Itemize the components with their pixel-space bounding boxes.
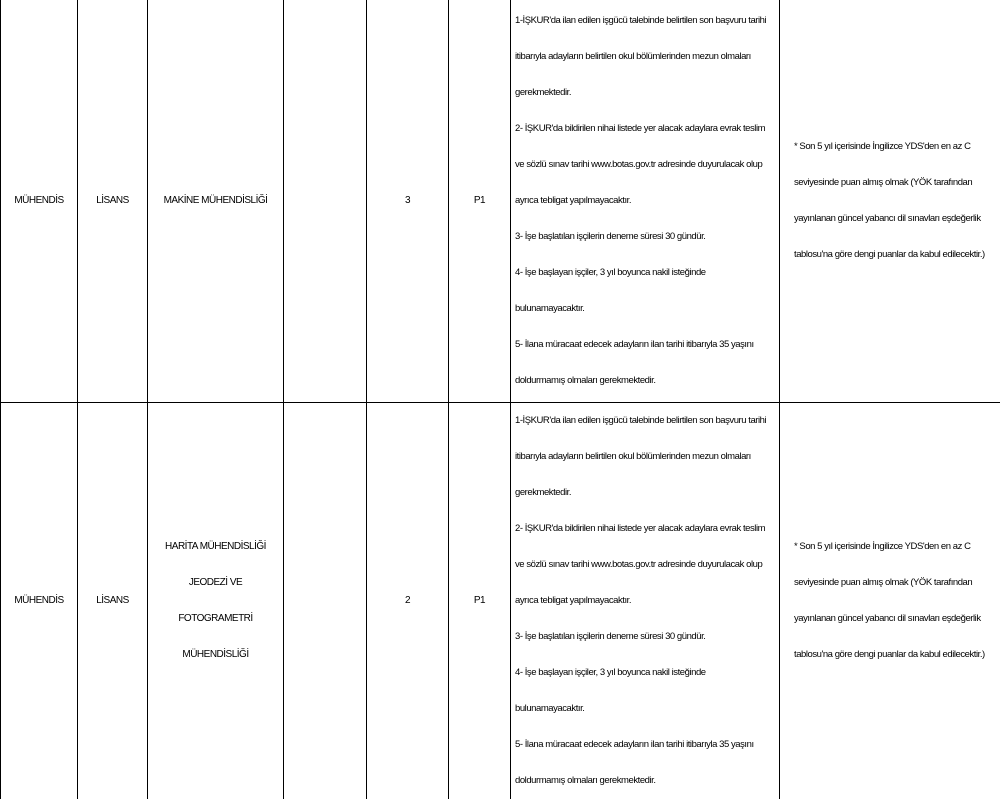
count-text: 2 xyxy=(404,595,411,606)
notes-cell xyxy=(511,0,780,403)
education-text: LİSANS xyxy=(96,195,129,206)
requirement-cell xyxy=(780,0,1000,403)
position-cell xyxy=(1,403,78,800)
note-line: 3- İşe başlatılan işçilerin deneme süresi 30 gündür. xyxy=(515,231,706,242)
education-text: LİSANS xyxy=(96,595,129,606)
note-line: itibarıyla adayların belirtilen okul bölümlerinden mezun olmaları xyxy=(515,451,751,462)
note-line: ve sözlü sınav tarihi www.botas.gov.tr adresinde duyurulacak olup xyxy=(515,559,763,570)
note-line: doldurmamış olmaları gerekmektedir. xyxy=(515,775,656,786)
table-row xyxy=(1,403,1000,800)
page-bottom-margin xyxy=(0,799,1000,806)
count-cell xyxy=(367,0,449,403)
table-row xyxy=(1,0,1000,403)
requirement-line: seviyesinde puan almış olmak (YÖK tarafından xyxy=(794,577,973,588)
department-cell xyxy=(148,403,284,800)
note-line: 5- İlana müracaat edecek adayların ilan tarihi itibarıyla 35 yaşını xyxy=(515,739,754,750)
note-line: itibarıyla adayların belirtilen okul bölümlerinden mezun olmaları xyxy=(515,51,751,62)
note-line: gerekmektedir. xyxy=(515,487,572,498)
department-line: JEODEZİ VE xyxy=(188,577,243,588)
department-line: HARİTA MÜHENDİSLİĞİ xyxy=(165,541,266,552)
empty-cell xyxy=(284,0,367,403)
note-line: 4- İşe başlayan işçiler, 3 yıl boyunca nakil isteğinde xyxy=(515,267,706,278)
note-line: bulunamayacaktır. xyxy=(515,703,585,714)
note-line: 2- İŞKUR'da bildirilen nihai listede yer alacak adaylara evrak teslim xyxy=(515,523,766,534)
note-line: 1-İŞKUR'da ilan edilen işgücü talebinde belirtilen son başvuru tarihi xyxy=(515,15,767,26)
requirement-cell xyxy=(780,403,1000,800)
requirement-line: * Son 5 yıl içerisinde İngilizce YDS'den en az C xyxy=(794,541,971,552)
department-line: FOTOGRAMETRİ xyxy=(178,613,253,624)
note-line: ve sözlü sınav tarihi www.botas.gov.tr adresinde duyurulacak olup xyxy=(515,159,763,170)
note-line: 1-İŞKUR'da ilan edilen işgücü talebinde belirtilen son başvuru tarihi xyxy=(515,415,767,426)
group-text: P1 xyxy=(473,595,486,606)
note-line: ayrıca tebligat yapılmayacaktır. xyxy=(515,195,632,206)
group-cell xyxy=(449,0,511,403)
requirement-line: seviyesinde puan almış olmak (YÖK tarafından xyxy=(794,177,973,188)
requirement-line: * Son 5 yıl içerisinde İngilizce YDS'den en az C xyxy=(794,141,971,152)
note-line: 4- İşe başlayan işçiler, 3 yıl boyunca nakil isteğinde xyxy=(515,667,706,678)
position-text: MÜHENDİS xyxy=(14,595,64,606)
education-cell xyxy=(78,0,148,403)
education-cell xyxy=(78,403,148,800)
note-line: 5- İlana müracaat edecek adayların ilan tarihi itibarıyla 35 yaşını xyxy=(515,339,754,350)
requirement-line: yayınlanan güncel yabancı dil sınavları eşdeğerlik xyxy=(794,213,981,224)
note-line: gerekmektedir. xyxy=(515,87,572,98)
note-line: bulunamayacaktır. xyxy=(515,303,585,314)
department-line: MAKİNE MÜHENDİSLİĞİ xyxy=(163,195,268,206)
department-line: MÜHENDİSLİĞİ xyxy=(182,649,249,660)
requirement-line: tablosu'na göre dengi puanlar da kabul edilecektir.) xyxy=(794,649,985,660)
group-text: P1 xyxy=(473,195,486,206)
group-cell xyxy=(449,403,511,800)
note-line: 3- İşe başlatılan işçilerin deneme süresi 30 gündür. xyxy=(515,631,706,642)
note-line: 2- İŞKUR'da bildirilen nihai listede yer alacak adaylara evrak teslim xyxy=(515,123,766,134)
position-cell xyxy=(1,0,78,403)
department-cell xyxy=(148,0,284,403)
requirement-line: tablosu'na göre dengi puanlar da kabul edilecektir.) xyxy=(794,249,985,260)
count-text: 3 xyxy=(404,195,411,206)
count-cell xyxy=(367,403,449,800)
note-line: ayrıca tebligat yapılmayacaktır. xyxy=(515,595,632,606)
position-text: MÜHENDİS xyxy=(14,195,64,206)
requirement-line: yayınlanan güncel yabancı dil sınavları eşdeğerlik xyxy=(794,613,981,624)
notes-cell xyxy=(511,403,780,800)
empty-cell xyxy=(284,403,367,800)
note-line: doldurmamış olmaları gerekmektedir. xyxy=(515,375,656,386)
